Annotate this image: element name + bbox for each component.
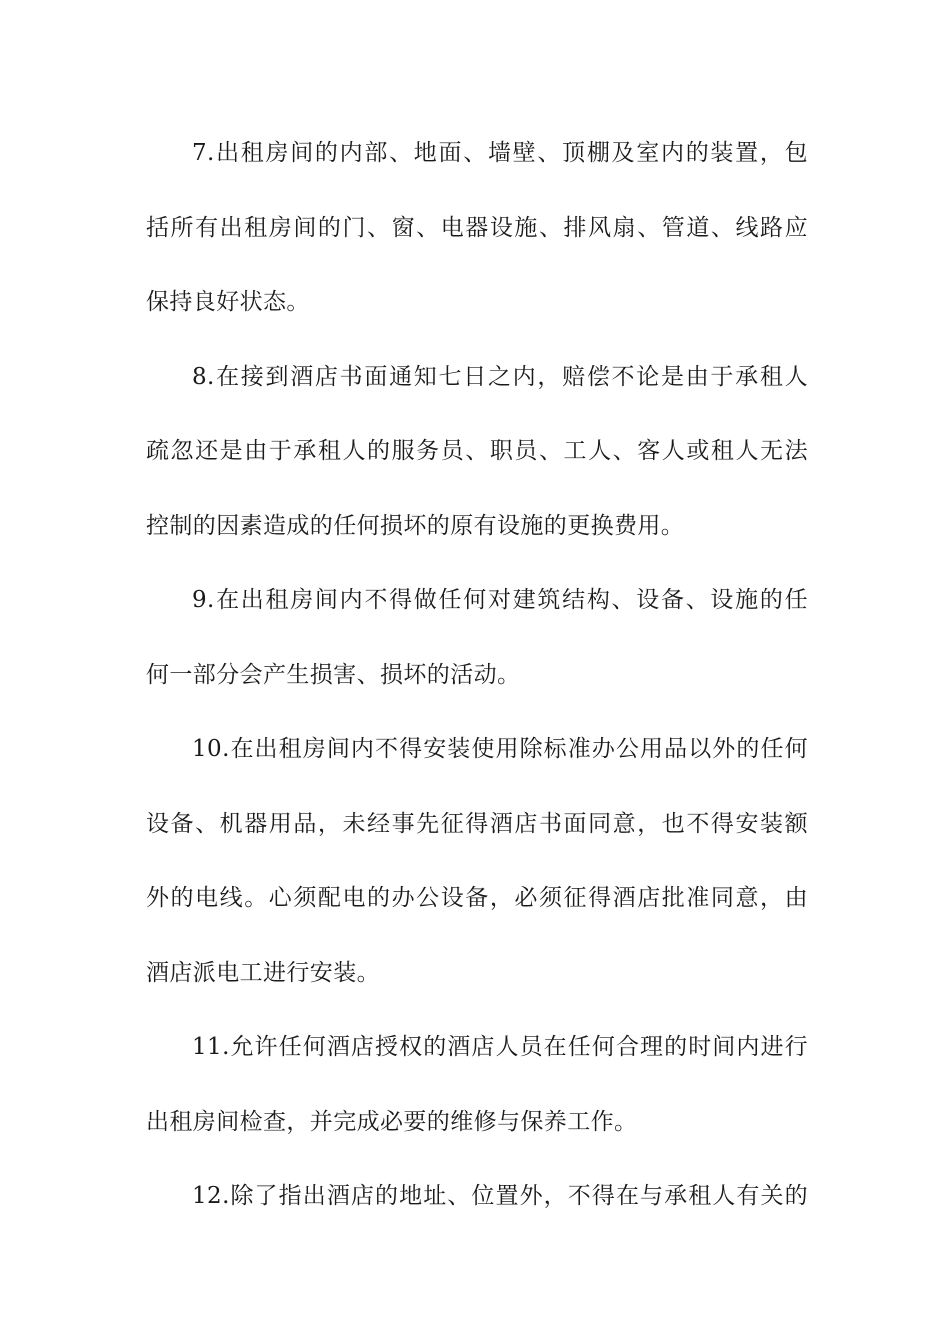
paragraph-11-line-2: 出租房间检查，并完成必要的维修与保养工作。 <box>146 1108 638 1135</box>
paragraph-12-line-1: 12.除了指出酒店的地址、位置外，不得在与承租人有关的 <box>192 1183 808 1209</box>
paragraph-8-line-1: 8.在接到酒店书面通知七日之内，赔偿不论是由于承租人 <box>192 363 808 390</box>
paragraph-9-line-2: 何一部分会产生损害、损坏的活动。 <box>146 661 521 688</box>
paragraph-7-line-3: 保持良好状态。 <box>146 289 310 315</box>
paragraph-8-line-3: 控制的因素造成的任何损坏的原有设施的更换费用。 <box>146 512 685 539</box>
paragraph-10-line-4: 酒店派电工进行安装。 <box>146 959 380 986</box>
paragraph-8-line-2: 疏忽还是由于承租人的服务员、职员、工人、客人或租人无法 <box>146 438 808 464</box>
paragraph-9-line-1: 9.在出租房间内不得做任何对建筑结构、设备、设施的任 <box>192 587 808 613</box>
paragraph-10-line-3: 外的电线。心须配电的办公设备，必须征得酒店批准同意，由 <box>146 885 808 911</box>
paragraph-10-line-1: 10.在出租房间内不得安装使用除标准办公用品以外的任何 <box>192 736 808 762</box>
paragraph-11-line-1: 11.允许任何酒店授权的酒店人员在任何合理的时间内进行 <box>192 1034 808 1060</box>
paragraph-7-line-1: 7.出租房间的内部、地面、墙壁、顶棚及室内的装置，包 <box>192 140 808 166</box>
paragraph-7-line-2: 括所有出租房间的门、窗、电器设施、排风扇、管道、线路应 <box>146 214 808 241</box>
paragraph-10-line-2: 设备、机器用品，未经事先征得酒店书面同意，也不得安装额 <box>146 810 808 837</box>
document-body <box>146 127 808 1245</box>
